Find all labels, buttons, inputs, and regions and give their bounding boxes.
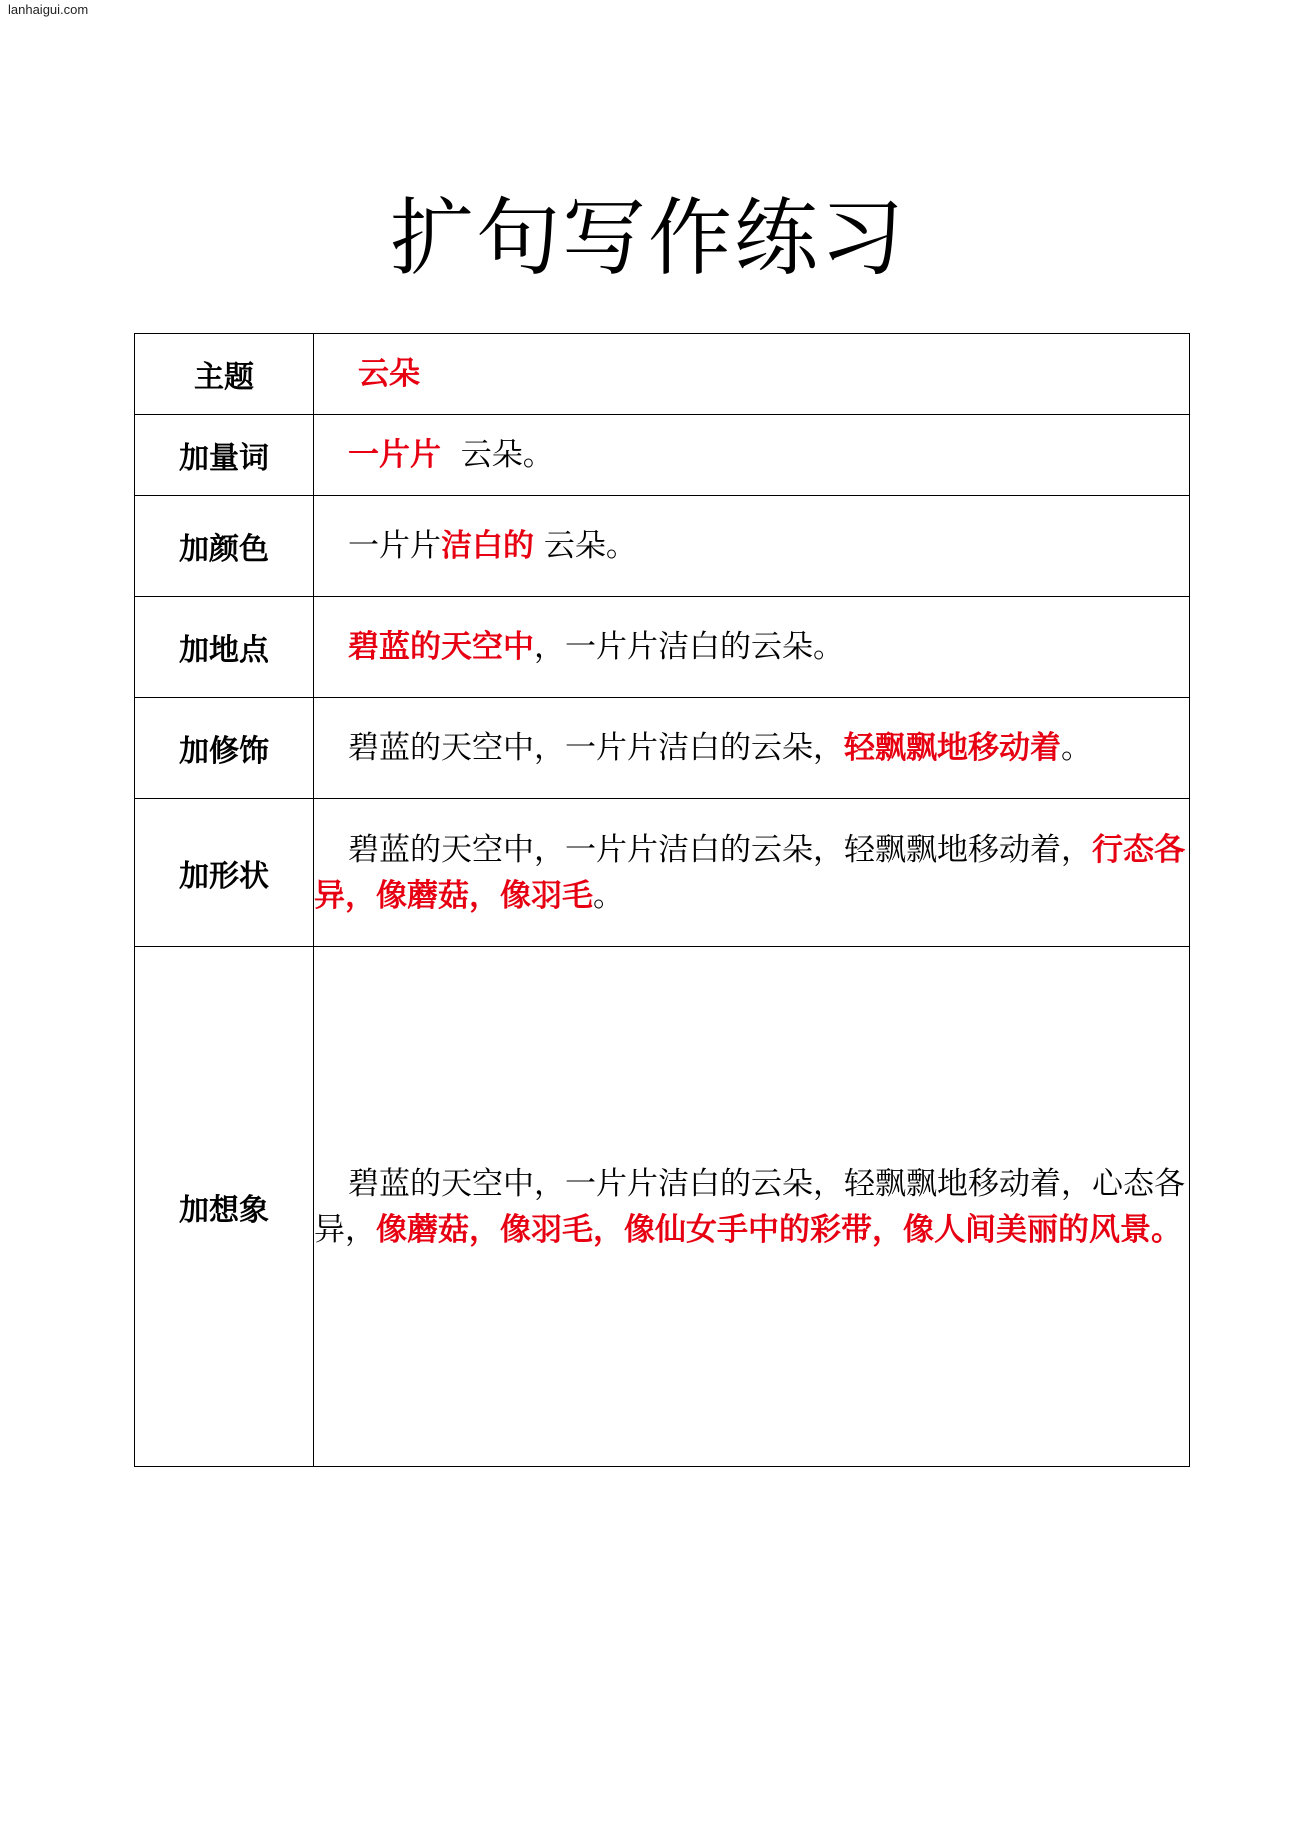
topic-text: 云朵	[358, 356, 420, 392]
text-segment: ，一片片洁白的云朵。	[534, 629, 844, 665]
row-content-color	[314, 496, 1190, 597]
text-segment: 碧蓝的天空中，一片片洁白的云朵，	[348, 730, 844, 766]
row-label-location: 加地点	[135, 597, 314, 698]
text-segment: 。	[593, 877, 624, 914]
text-segment: 洁白的	[441, 528, 534, 564]
text-segment: 碧蓝的天空中	[348, 629, 534, 665]
text-segment: 。	[1061, 730, 1092, 766]
row-content-location	[314, 597, 1190, 698]
row-label-imagination: 加想象	[135, 947, 314, 1467]
table-row-color	[135, 496, 1190, 597]
row-content-topic	[314, 334, 1190, 415]
text-segment: 碧蓝的天空中，一片片洁白的云朵，轻飘飘地移动着，	[348, 831, 1092, 868]
row-label-topic: 主题	[135, 334, 314, 415]
row-content-imagination	[314, 947, 1190, 1467]
text-segment: 碧蓝的天空中，一片片洁白的云朵，轻飘飘地移动着，心态各异，	[314, 1165, 1185, 1248]
row-label-measure-word: 加量词	[135, 415, 314, 496]
text-segment: 云朵。	[441, 437, 554, 473]
site-watermark: lanhaigui.com	[8, 2, 89, 17]
page-title: 扩句写作练习	[389, 189, 906, 287]
row-label-color: 加颜色	[135, 496, 314, 597]
row-label-modifier: 加修饰	[135, 698, 314, 799]
table-row-location	[135, 597, 1190, 698]
row-content-shape	[314, 799, 1190, 947]
row-content-modifier	[314, 698, 1190, 799]
text-segment: 云朵。	[534, 528, 637, 564]
table-row-imagination	[135, 947, 1190, 1467]
row-label-shape: 加形状	[135, 799, 314, 947]
expansion-table	[134, 333, 1190, 1467]
text-segment: 一片片	[348, 437, 441, 473]
table-row-topic	[135, 334, 1190, 415]
text-segment: 轻飘飘地移动着	[844, 730, 1061, 766]
table-row-modifier	[135, 698, 1190, 799]
text-segment: 像蘑菇，像羽毛，像仙女手中的彩带，像人间美丽的风景。	[376, 1211, 1182, 1248]
text-segment: 行态各异，像蘑菇，像羽毛	[314, 831, 1185, 914]
text-segment: 一片片	[348, 528, 441, 564]
row-content-measure-word	[314, 415, 1190, 496]
table-row-measure-word	[135, 415, 1190, 496]
table-row-shape	[135, 799, 1190, 947]
